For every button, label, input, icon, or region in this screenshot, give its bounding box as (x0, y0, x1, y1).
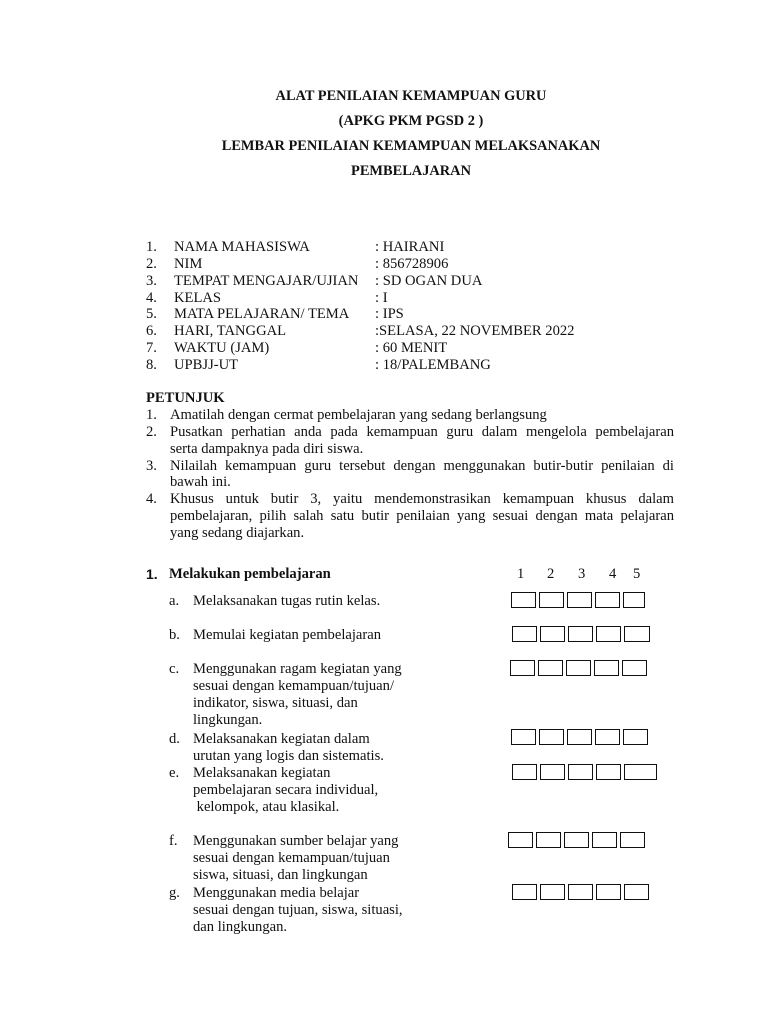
petunjuk-no: 1. (146, 407, 157, 423)
petunjuk-no: 2. (146, 424, 157, 440)
item-text: Melaksanakan tugas rutin kelas. (193, 593, 381, 609)
identity-no: 6. (146, 323, 157, 339)
rating-box[interactable] (596, 626, 621, 642)
item-letter: g. (169, 885, 180, 901)
identity-value: : IPS (375, 306, 404, 322)
item-text: sesuai dengan kemampuan/tujuan/ (193, 678, 395, 694)
item-letter: f. (169, 833, 178, 849)
item-letter: d. (169, 731, 180, 747)
item-text: siswa, situasi, dan lingkungan (193, 867, 368, 883)
rating-box[interactable] (623, 729, 648, 745)
petunjuk-line: Pusatkan perhatian anda pada kemampuan guru dalam mengelola pembelajaran (170, 424, 674, 440)
scale-label: 5 (633, 566, 641, 582)
petunjuk-no: 4. (146, 491, 157, 507)
identity-no: 5. (146, 306, 157, 322)
item-text: Menggunakan ragam kegiatan yang (193, 661, 402, 677)
section-number: 1. (146, 566, 158, 582)
rating-box[interactable] (624, 626, 650, 642)
rating-box[interactable] (512, 626, 537, 642)
identity-value: : HAIRANI (375, 239, 445, 255)
petunjuk-line: serta dampaknya pada diri siswa. (170, 441, 364, 457)
rating-box[interactable] (624, 884, 649, 900)
identity-label: MATA PELAJARAN/ TEMA (174, 306, 350, 322)
item-text: Memulai kegiatan pembelajaran (193, 627, 382, 643)
petunjuk-line: Nilailah kemampuan guru tersebut dengan menggunakan butir-butir penilaian di (170, 458, 674, 474)
item-text: lingkungan. (193, 712, 263, 728)
identity-no: 3. (146, 273, 157, 289)
identity-no: 7. (146, 340, 157, 356)
identity-value: : SD OGAN DUA (375, 273, 483, 289)
petunjuk-no: 3. (146, 458, 157, 474)
rating-box[interactable] (566, 660, 591, 676)
item-text: pembelajaran secara individual, (193, 782, 379, 798)
rating-box[interactable] (592, 832, 617, 848)
item-text: Menggunakan sumber belajar yang (193, 833, 399, 849)
rating-box[interactable] (567, 729, 592, 745)
rating-box[interactable] (511, 592, 536, 608)
section-title: Melakukan pembelajaran (169, 566, 331, 582)
rating-box[interactable] (568, 884, 593, 900)
petunjuk-line: yang sedang diajarkan. (170, 525, 305, 541)
rating-box[interactable] (595, 729, 620, 745)
identity-no: 8. (146, 357, 157, 373)
item-text: dan lingkungan. (193, 919, 288, 935)
item-text: Menggunakan media belajar (193, 885, 360, 901)
identity-value: : 18/PALEMBANG (375, 357, 491, 373)
item-text: Melaksanakan kegiatan (193, 765, 331, 781)
rating-box[interactable] (538, 660, 563, 676)
rating-box[interactable] (512, 764, 537, 780)
item-text: sesuai dengan tujuan, siswa, situasi, (193, 902, 403, 918)
identity-value: : 856728906 (375, 256, 449, 272)
rating-box[interactable] (510, 660, 535, 676)
identity-label: KELAS (174, 290, 222, 306)
scale-label: 4 (609, 566, 617, 582)
rating-box[interactable] (620, 832, 645, 848)
rating-box[interactable] (567, 592, 592, 608)
rating-box[interactable] (511, 729, 536, 745)
rating-box[interactable] (594, 660, 619, 676)
rating-box[interactable] (596, 884, 621, 900)
scale-label: 2 (547, 566, 555, 582)
rating-box[interactable] (539, 729, 564, 745)
petunjuk-line: Khusus untuk butir 3, yaitu mendemonstrasikan kemampuan khusus dalam (170, 491, 674, 507)
rating-box[interactable] (508, 832, 533, 848)
item-letter: e. (169, 765, 180, 781)
item-letter: a. (169, 593, 180, 609)
item-text: kelompok, atau klasikal. (193, 799, 340, 815)
item-text: urutan yang logis dan sistematis. (193, 748, 384, 764)
item-letter: c. (169, 661, 180, 677)
item-letter: b. (169, 627, 180, 643)
rating-box[interactable] (540, 626, 565, 642)
rating-box[interactable] (536, 832, 561, 848)
identity-label: TEMPAT MENGAJAR/UJIAN (174, 273, 359, 289)
rating-box[interactable] (622, 660, 647, 676)
rating-box[interactable] (568, 626, 593, 642)
identity-label: WAKTU (JAM) (174, 340, 270, 356)
rating-box[interactable] (564, 832, 589, 848)
rating-box[interactable] (624, 764, 657, 780)
identity-value: :SELASA, 22 NOVEMBER 2022 (375, 323, 575, 339)
sheet-title-cont: PEMBELAJARAN (351, 163, 471, 179)
rating-box[interactable] (596, 764, 621, 780)
rating-box[interactable] (540, 764, 565, 780)
scale-label: 1 (517, 566, 525, 582)
identity-label: HARI, TANGGAL (174, 323, 287, 339)
identity-no: 4. (146, 290, 157, 306)
rating-box[interactable] (595, 592, 620, 608)
doc-subtitle: (APKG PKM PGSD 2 ) (338, 113, 484, 129)
identity-label: NIM (174, 256, 203, 272)
identity-no: 2. (146, 256, 157, 272)
petunjuk-line: pembelajaran, pilih salah satu butir penilaian yang sesuai dengan mata pelajaran (170, 508, 674, 524)
identity-label: NAMA MAHASISWA (174, 239, 310, 255)
identity-label: UPBJJ-UT (174, 357, 239, 373)
rating-box[interactable] (568, 764, 593, 780)
rating-box[interactable] (512, 884, 537, 900)
sheet-title: LEMBAR PENILAIAN KEMAMPUAN MELAKSANAKAN (221, 138, 601, 154)
item-text: indikator, siswa, situasi, dan (193, 695, 358, 711)
rating-box[interactable] (539, 592, 564, 608)
identity-value: : 60 MENIT (375, 340, 448, 356)
identity-no: 1. (146, 239, 157, 255)
scale-label: 3 (578, 566, 586, 582)
item-text: Melaksanakan kegiatan dalam (193, 731, 370, 747)
rating-box[interactable] (623, 592, 645, 608)
doc-title: ALAT PENILAIAN KEMAMPUAN GURU (275, 88, 547, 104)
petunjuk-line: bawah ini. (170, 474, 231, 490)
identity-value: : I (375, 290, 388, 306)
petunjuk-heading: PETUNJUK (146, 390, 225, 406)
petunjuk-line: Amatilah dengan cermat pembelajaran yang sedang berlangsung (170, 407, 547, 423)
item-text: sesuai dengan kemampuan/tujuan (193, 850, 390, 866)
rating-box[interactable] (540, 884, 565, 900)
